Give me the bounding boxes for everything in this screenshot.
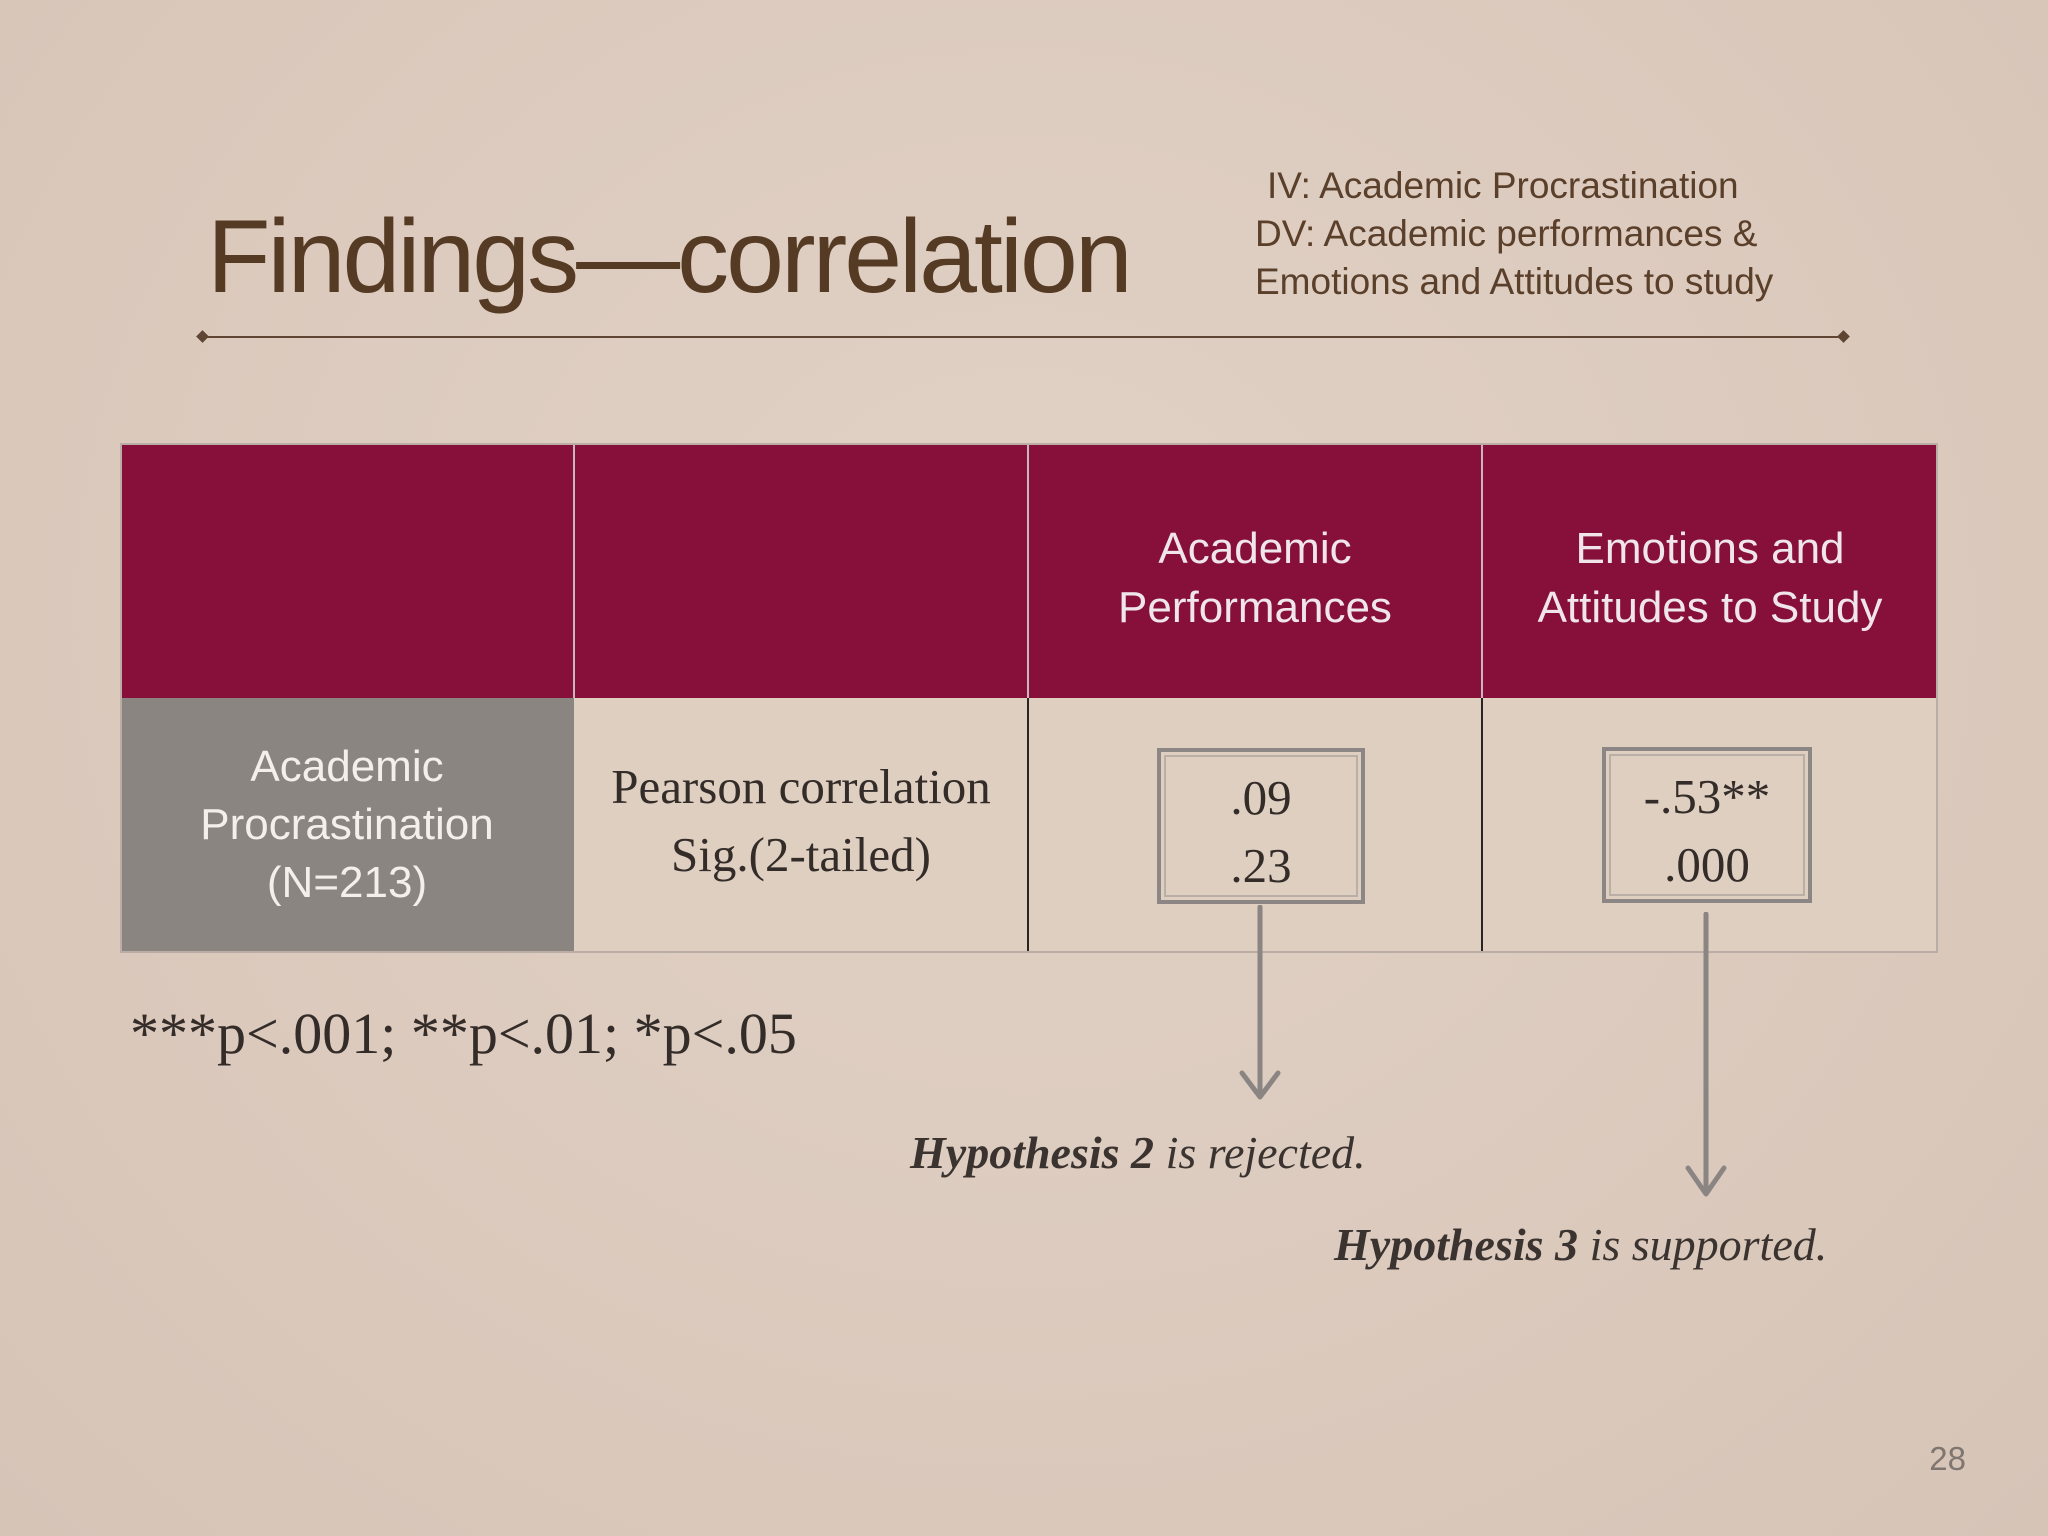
header-academic-line2: Performances: [1118, 583, 1392, 632]
header-separator: [1027, 443, 1029, 698]
stat-labels: [574, 753, 1028, 889]
header-cell-academic-performances: [1028, 443, 1482, 698]
emotions-values-box: [1602, 747, 1812, 903]
header-academic-line1: Academic: [1158, 524, 1352, 573]
header-emotions-line1: Emotions and: [1575, 524, 1845, 573]
header-separator: [1481, 443, 1483, 698]
page-number: 28: [1929, 1440, 1966, 1477]
correlation-table: [120, 443, 1938, 953]
iv-line: IV: Academic Procrastination: [1267, 165, 1739, 206]
emotions-r-value: -.53**: [1643, 769, 1771, 824]
variables-note: [1255, 162, 1975, 306]
hypothesis-3-text: is supported.: [1578, 1219, 1828, 1270]
academic-values-box: [1157, 748, 1365, 904]
header-cell-empty-1: [120, 443, 574, 698]
slide-title: Findings—correlation: [207, 199, 1130, 315]
body-separator: [1481, 698, 1483, 953]
sig-label: Sig.(2-tailed): [671, 827, 931, 882]
row-label-cell: [120, 698, 574, 953]
pearson-label: Pearson correlation: [611, 759, 991, 814]
arrow-down-icon: [1230, 905, 1290, 1105]
hypothesis-2-text: is rejected.: [1154, 1127, 1366, 1178]
emotions-p-value: .000: [1664, 837, 1750, 892]
academic-p-value: .23: [1230, 838, 1292, 893]
header-cell-emotions-attitudes: [1482, 443, 1938, 698]
dv-line-1: DV: Academic performances &: [1255, 213, 1758, 254]
academic-r-value: .09: [1230, 770, 1292, 825]
header-cell-empty-2: [574, 443, 1028, 698]
header-separator: [573, 443, 575, 698]
hypothesis-3-result: [1334, 1218, 1827, 1271]
hypothesis-3-label: Hypothesis 3: [1334, 1219, 1579, 1270]
arrow-down-icon: [1676, 912, 1736, 1202]
row-label-line1: Academic: [250, 742, 444, 791]
dv-line-2: Emotions and Attitudes to study: [1255, 261, 1774, 302]
title-divider: [203, 336, 1843, 338]
header-emotions-line2: Attitudes to Study: [1537, 583, 1883, 632]
row-label-line2: Procrastination: [200, 800, 494, 849]
hypothesis-2-result: [910, 1126, 1366, 1179]
row-label-line3: (N=213): [266, 858, 428, 907]
hypothesis-2-label: Hypothesis 2: [910, 1127, 1155, 1178]
significance-note: ***p<.001; **p<.01; *p<.05: [130, 1001, 797, 1066]
